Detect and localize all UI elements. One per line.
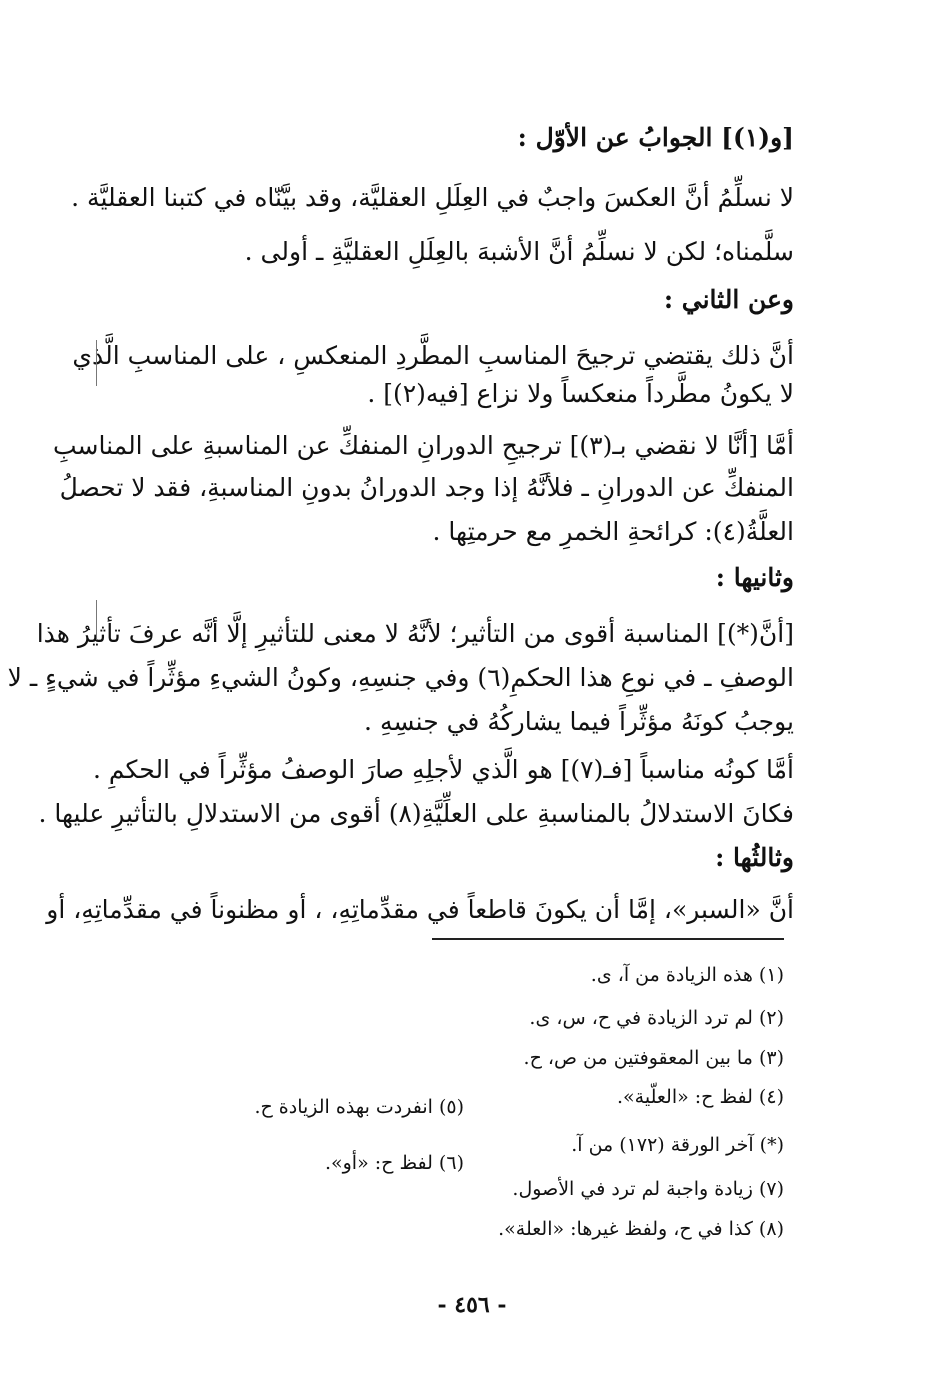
heading-answer-second: وعن الثاني : <box>663 285 794 314</box>
footnote: (٧) زيادة واجبة لم ترد في الأصول. <box>512 1178 784 1200</box>
paragraph-line: فكانَ الاستدلالُ بالمناسبةِ على العلِّيَّةِ(٨) أقوى من الاستدلالِ بالتأثيرِ عليها . <box>38 799 794 828</box>
footnote: (٣) ما بين المعقوفتين من ص، ح. <box>523 1047 784 1069</box>
paragraph-line: أمَّا كونُه مناسباً [فـ(٧)] هو الَّذي لأجلِهِ صارَ الوصفُ مؤثِّراً في الحكمِ . <box>92 755 794 784</box>
footnote: (٢) لم ترد الزيادة في ح، س، ى. <box>529 1007 784 1029</box>
paragraph-line: يوجبُ كونَهُ مؤثِّراً فيما يشاركُهُ في جنسِهِ . <box>364 707 794 736</box>
heading-second-point: وثانيها : <box>715 563 794 592</box>
footnote-separator <box>432 938 784 940</box>
paragraph-line: العلَّةُ(٤): كرائحةِ الخمرِ مع حرمتِها . <box>432 517 794 546</box>
margin-mark <box>96 340 97 386</box>
heading-third-point: وثالثُها : <box>715 843 794 872</box>
footnote: (٨) كذا في ح، ولفظ غيرها: «العلة». <box>498 1218 784 1240</box>
footnote: (٦) لفظ ح: «أو». <box>324 1152 464 1174</box>
footnote: (٥) انفردت بهذه الزيادة ح. <box>254 1096 464 1118</box>
paragraph-line: لا يكونُ مطَّرداً منعكساً ولا نزاع [فيه(٢)] . <box>367 379 794 408</box>
footnote: (١) هذه الزيادة من آ، ى. <box>590 964 784 986</box>
margin-mark <box>96 600 97 640</box>
footnote: (٤) لفظ ح: «العلّية». <box>616 1086 784 1108</box>
paragraph-line: [أنَّ(*)] المناسبة أقوى من التأثير؛ لأنَّهُ لا معنى للتأثيرِ إلَّا أنَّه عرفَ تأثيرُ هذا <box>36 619 794 648</box>
paragraph-line: سلَّمناه؛ لكن لا نسلِّمُ أنَّ الأشبهَ بالعِلَلِ العقليَّةِ ـ أولى . <box>244 237 794 266</box>
paragraph-line: أمَّا [أنَّا لا نقضي بـ(٣)] ترجيحِ الدورانِ المنفكِّ عن المناسبةِ على المناسبِ <box>52 431 794 460</box>
paragraph-line: لا نسلِّمُ أنَّ العكسَ واجبٌ في العِلَلِ العقليَّة، وقد بيَّنّاه في كتبنا العقليَّة . <box>71 183 794 212</box>
paragraph-line: الوصفِ ـ في نوعِ هذا الحكمِ(٦) وفي جنسِهِ، وكونُ الشيءِ مؤثِّراً في شيءٍ ـ لا <box>7 663 794 692</box>
paragraph-line: المنفكِّ عن الدورانِ ـ فلأنَّهُ إذا وجد الدورانُ بدونِ المناسبةِ، فقد لا تحصلُ <box>59 473 794 502</box>
heading-answer-first: [و(١)] الجوابُ عن الأوّل : <box>517 123 794 152</box>
footnote: (*) آخر الورقة (١٧٢) من آ. <box>571 1134 784 1156</box>
paragraph-line: أنَّ ذلك يقتضي ترجيحَ المناسبِ المطَّردِ المنعكسِ ، على المناسبِ الَّذي <box>72 341 794 370</box>
page-number: - ٤٥٦ - <box>437 1292 507 1318</box>
paragraph-line: أنَّ «السبر»، إمَّا أن يكونَ قاطعاً في مقدِّماتِهِ، ، أو مظنوناً في مقدِّماتِهِ، أو <box>46 895 794 924</box>
